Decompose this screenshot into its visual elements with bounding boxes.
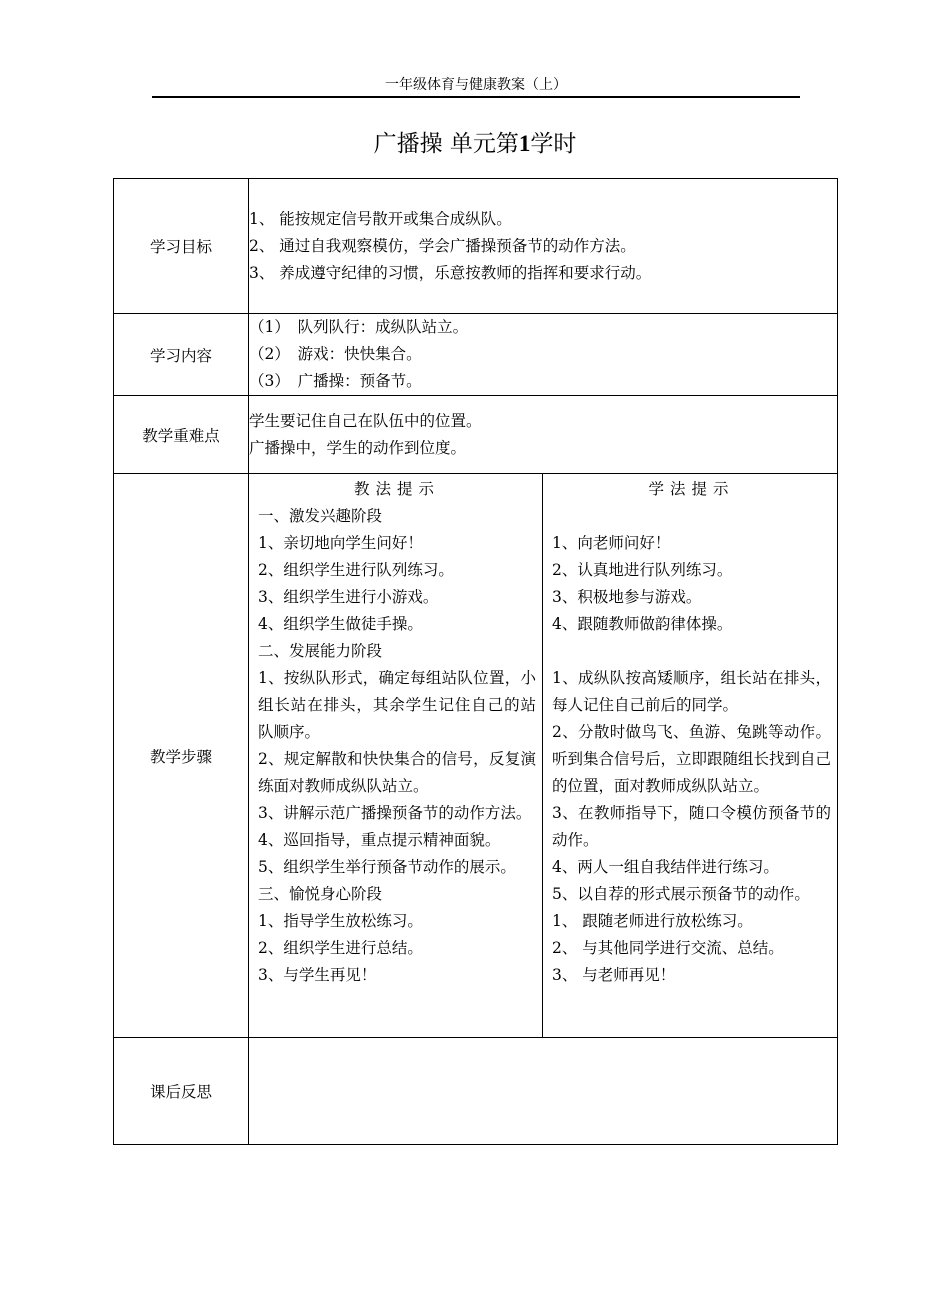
- lesson-plan-table: [113, 178, 838, 1145]
- teach-item: 1、按纵队形式，确定每组站队位置，小组长站在排头，其余学生记住自己的站队顺序。: [258, 669, 536, 741]
- page-header: 一年级体育与健康教案（上）: [152, 76, 800, 98]
- learning-method-header: 学法提示: [648, 480, 735, 498]
- learn-item: 1、成纵队按高矮顺序，组长站在排头，每人记住自己前后的同学。: [552, 669, 832, 714]
- teach-item: 二、发展能力阶段: [258, 642, 383, 660]
- row-key-points: [114, 396, 838, 474]
- teach-item: 3、讲解示范广播操预备节的动作方法。: [258, 804, 532, 822]
- content-content: [249, 314, 838, 396]
- content-label: 学习内容: [114, 314, 249, 396]
- learn-item: 3、在教师指导下，随口令模仿预备节的动作。: [552, 804, 832, 849]
- key-points-label: 教学重难点: [114, 396, 249, 474]
- learn-item: 2、认真地进行队列练习。: [552, 561, 733, 579]
- goals-content: [249, 179, 838, 314]
- learn-item: 4、两人一组自我结伴进行练习。: [552, 858, 779, 876]
- learn-item: 2、 与其他同学进行交流、总结。: [552, 939, 784, 957]
- teach-item: 一、激发兴趣阶段: [258, 507, 383, 525]
- page-title: [0, 128, 950, 160]
- title-text-a: 广播操 单元第: [373, 131, 519, 157]
- learn-item: 3、 与老师再见！: [552, 966, 676, 984]
- title-text-b: 学时: [530, 131, 577, 157]
- teach-item: 4、组织学生做徒手操。: [258, 615, 423, 633]
- learn-item: 1、 跟随老师进行放松练习。: [552, 912, 753, 930]
- key-points-content: [249, 396, 838, 474]
- learn-item: 1、向老师问好！: [552, 534, 671, 552]
- row-goals: [114, 179, 838, 314]
- teach-item: 1、指导学生放松练习。: [258, 912, 423, 930]
- teaching-method-header: 教法提示: [353, 480, 440, 498]
- learn-item: 2、分散时做鸟飞、鱼游、兔跳等动作。听到集合信号后，立即跟随组长找到自己的位置，面对教师成纵队站立。: [552, 723, 832, 795]
- reflection-label: 课后反思: [114, 1038, 249, 1145]
- steps-label: 教学步骤: [114, 474, 249, 1038]
- teach-item: 三、愉悦身心阶段: [258, 885, 383, 903]
- learning-method-column: [543, 474, 838, 1038]
- goals-label: 学习目标: [114, 179, 249, 314]
- content-item: （1） 队列队行：成纵队站立。: [249, 318, 469, 336]
- goal-item: 3、 养成遵守纪律的习惯，乐意按教师的指挥和要求行动。: [249, 263, 652, 282]
- title-number: 1: [518, 131, 531, 156]
- teach-item: 2、组织学生进行总结。: [258, 939, 423, 957]
- goal-item: 2、 通过自我观察模仿，学会广播操预备节的动作方法。: [249, 236, 636, 255]
- key-point-item: 广播操中，学生的动作到位度。: [249, 438, 467, 457]
- learn-item: 4、跟随教师做韵律体操。: [552, 615, 733, 633]
- key-point-item: 学生要记住自己在队伍中的位置。: [249, 411, 482, 430]
- learn-item: 3、积极地参与游戏。: [552, 588, 702, 606]
- teach-item: 2、规定解散和快快集合的信号，反复演练面对教师成纵队站立。: [258, 750, 536, 795]
- teach-item: 2、组织学生进行队列练习。: [258, 561, 454, 579]
- teach-item: 3、组织学生进行小游戏。: [258, 588, 439, 606]
- content-item: （2） 游戏：快快集合。: [249, 345, 422, 363]
- goal-item: 1、 能按规定信号散开或集合成纵队。: [249, 209, 512, 228]
- teach-item: 4、巡回指导，重点提示精神面貌。: [258, 831, 501, 849]
- content-item: （3） 广播操：预备节。: [249, 372, 422, 390]
- teach-item: 3、与学生再见！: [258, 966, 377, 984]
- row-steps: [114, 474, 838, 1038]
- row-content: [114, 314, 838, 396]
- row-reflection: [114, 1038, 838, 1145]
- reflection-content[interactable]: [249, 1038, 838, 1145]
- teach-item: 5、组织学生举行预备节动作的展示。: [258, 858, 516, 876]
- teaching-method-column: [249, 474, 543, 1038]
- learn-item: 5、以自荐的形式展示预备节的动作。: [552, 885, 810, 903]
- teach-item: 1、亲切地向学生问好！: [258, 534, 423, 552]
